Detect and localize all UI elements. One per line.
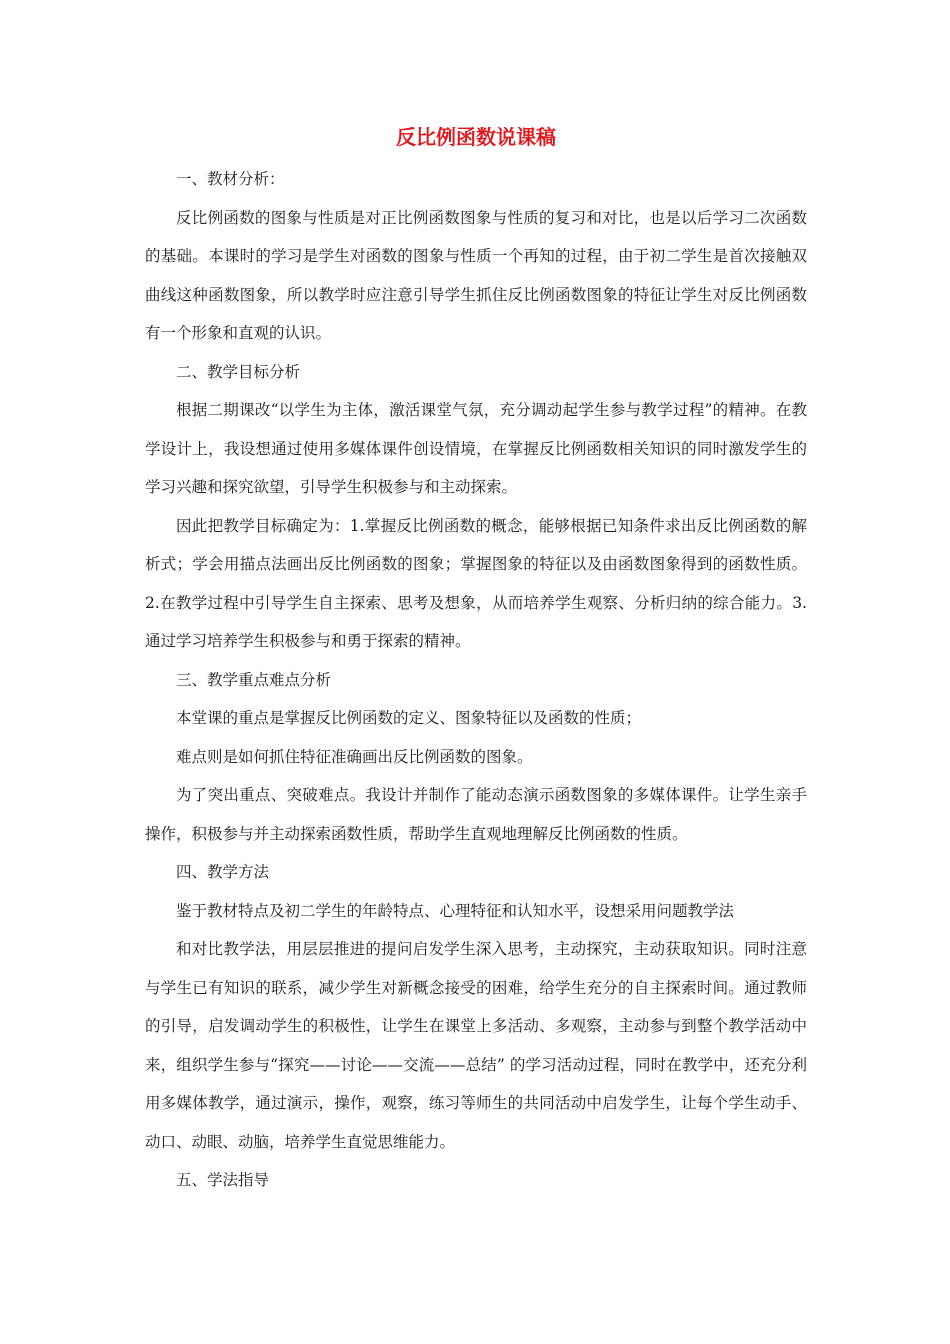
paragraph-key-point: 本堂课的重点是掌握反比例函数的定义、图象特征以及函数的性质；	[176, 709, 642, 727]
section-heading-textbook-analysis: 一、教材分析：	[176, 170, 285, 188]
paragraph-teaching-design: 根据二期课改“以学生为主体，激活课堂气氛，充分调动起学生参与教学过程”的精神。在教学设计上，我设想通过使用多媒体课件创设情境，在掌握反比例函数相关知识的同时激发学生的学习兴趣和探究欲望，引导学生积极参与和主动探索。	[145, 401, 807, 496]
section-heading-learning-guidance: 五、学法指导	[176, 1171, 270, 1189]
document-page	[145, 122, 807, 1200]
paragraph-courseware: 为了突出重点、突破难点。我设计并制作了能动态演示函数图象的多媒体课件。让学生亲手操作，积极参与并主动探索函数性质，帮助学生直观地理解反比例函数的性质。	[145, 786, 807, 843]
paragraph-teaching-methods: 和对比教学法，用层层推进的提问启发学生深入思考，主动探究，主动获取知识。同时注意与学生已有知识的联系，减少学生对新概念接受的困难，给学生充分的自主探索时间。通过教师的引导，启发调动学生的积极性，让学生在课堂上多活动、多观察，主动参与到整个教学活动中来，组织学生参与“探究——讨论——交流——总结” 的学习活动过程，同时在教学中，还充分利用多媒体教学，通过演示，操作，观察，练习等师生的共同活动中启发学生，让每个学生动手、动口、动眼、动脑，培养学生直觉思维能力。	[145, 940, 807, 1151]
document-title: 反比例函数说课稿	[396, 125, 556, 149]
paragraph-teaching-goals: 因此把教学目标确定为：1.掌握反比例函数的概念，能够根据已知条件求出反比例函数的解析式；学会用描点法画出反比例函数的图象；掌握图象的特征以及由函数图象得到的函数性质。2.在教学过程中引导学生自主探索、思考及想象，从而培养学生观察、分析归纳的综合能力。3.通过学习培养学生积极参与和勇于探索的精神。	[145, 516, 807, 650]
section-heading-key-points: 三、教学重点难点分析	[176, 670, 332, 689]
paragraph-textbook-analysis: 反比例函数的图象与性质是对正比例函数图象与性质的复习和对比，也是以后学习二次函数的基础。本课时的学习是学生对函数的图象与性质一个再知的过程，由于初二学生是首次接触双曲线这种函数图象，所以教学时应注意引导学生抓住反比例函数图象的特征让学生对反比例函数有一个形象和直观的认识。	[145, 208, 807, 342]
section-heading-teaching-goals: 二、教学目标分析	[176, 362, 301, 381]
paragraph-teaching-methods-intro: 鉴于教材特点及初二学生的年龄特点、心理特征和认知水平，设想采用问题教学法	[176, 901, 735, 920]
paragraph-difficult-point: 难点则是如何抓住特征准确画出反比例函数的图象。	[176, 747, 533, 766]
section-heading-teaching-methods: 四、教学方法	[176, 863, 270, 881]
